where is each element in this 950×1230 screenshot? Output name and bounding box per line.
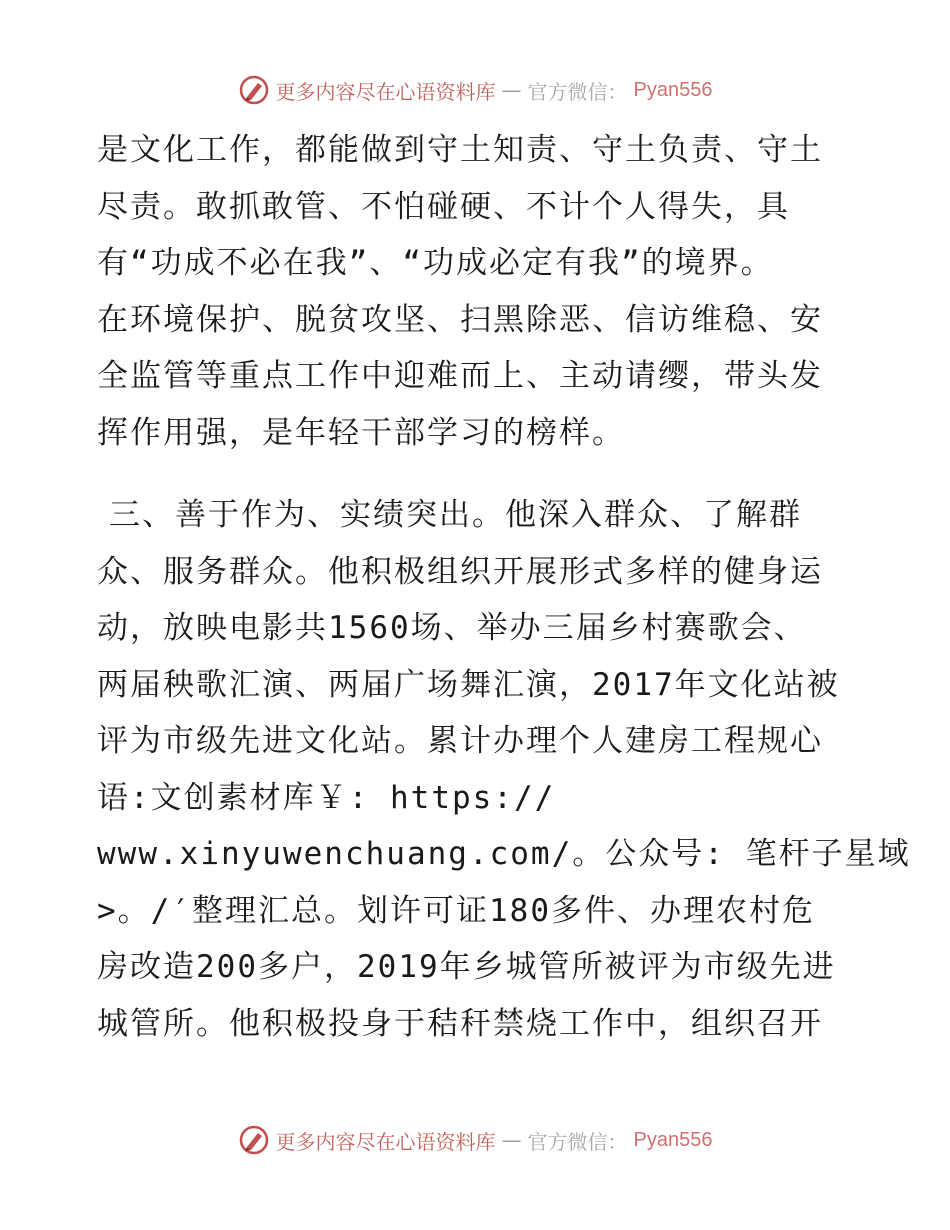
- paragraph-gap: [97, 461, 867, 487]
- text-line: 尽责。敢抓敢管、不怕碰硬、不计个人得失，具: [97, 188, 790, 225]
- pen-logo-icon: [238, 1124, 270, 1156]
- text-line: 是文化工作，都能做到守土知责、守土负责、守土: [97, 132, 823, 168]
- watermark-label: 官方微信：: [527, 1129, 628, 1154]
- text-line: 动，放映电影共1560场、举办三届乡村赛歌会、: [97, 610, 807, 646]
- text-line: 评为市级先进文化站。累计办理个人建房工程规心: [97, 723, 823, 759]
- text-line: 全监管等重点工作中迎难而上、主动请缨，带头发: [97, 358, 823, 394]
- watermark-label: 官方微信：: [527, 79, 628, 104]
- text-line: 城管所。他积极投身于秸秆禁烧工作中，组织召开: [97, 1005, 823, 1042]
- pen-logo-icon: [238, 74, 270, 106]
- text-line: 两届秧歌汇演、两届广场舞汇演，2017年文化站被: [97, 666, 840, 703]
- text-line: >。/′整理汇总。划许可证180多件、办理农村危: [97, 892, 815, 929]
- header-watermark: [0, 70, 950, 110]
- watermark-wechat-id: Pyan556: [633, 78, 713, 101]
- document-body: [97, 122, 911, 1052]
- text-line: 房改造200多户，2019年乡城管所被评为市级先进: [97, 949, 836, 985]
- text-line: 有“功成不必在我”、“功成必定有我”的境界。: [97, 245, 774, 281]
- watermark-group: [238, 1124, 713, 1156]
- watermark-wechat-id: Pyan556: [633, 1128, 713, 1151]
- text-line: 三、善于作为、实绩突出。他深入群众、了解群: [109, 497, 802, 533]
- footer-watermark: [0, 1120, 950, 1160]
- text-line: 语:文创素材库￥: https://: [97, 779, 556, 816]
- text-line: www.xinyuwenchuang.com/。公众号: 笔杆子星域: [97, 836, 911, 872]
- watermark-separator: —: [501, 1128, 522, 1152]
- text-line: 众、服务群众。他积极组织开展形式多样的健身运: [97, 553, 823, 590]
- watermark-site-name: 更多内容尽在心语资料库: [275, 1129, 496, 1154]
- text-line: 挥作用强，是年轻干部学习的榜样。: [97, 414, 625, 451]
- watermark-site-name: 更多内容尽在心语资料库: [275, 79, 496, 104]
- watermark-separator: —: [501, 78, 522, 102]
- text-line: 在环境保护、脱贫攻坚、扫黑除恶、信访维稳、安: [97, 301, 823, 338]
- watermark-group: [238, 74, 713, 106]
